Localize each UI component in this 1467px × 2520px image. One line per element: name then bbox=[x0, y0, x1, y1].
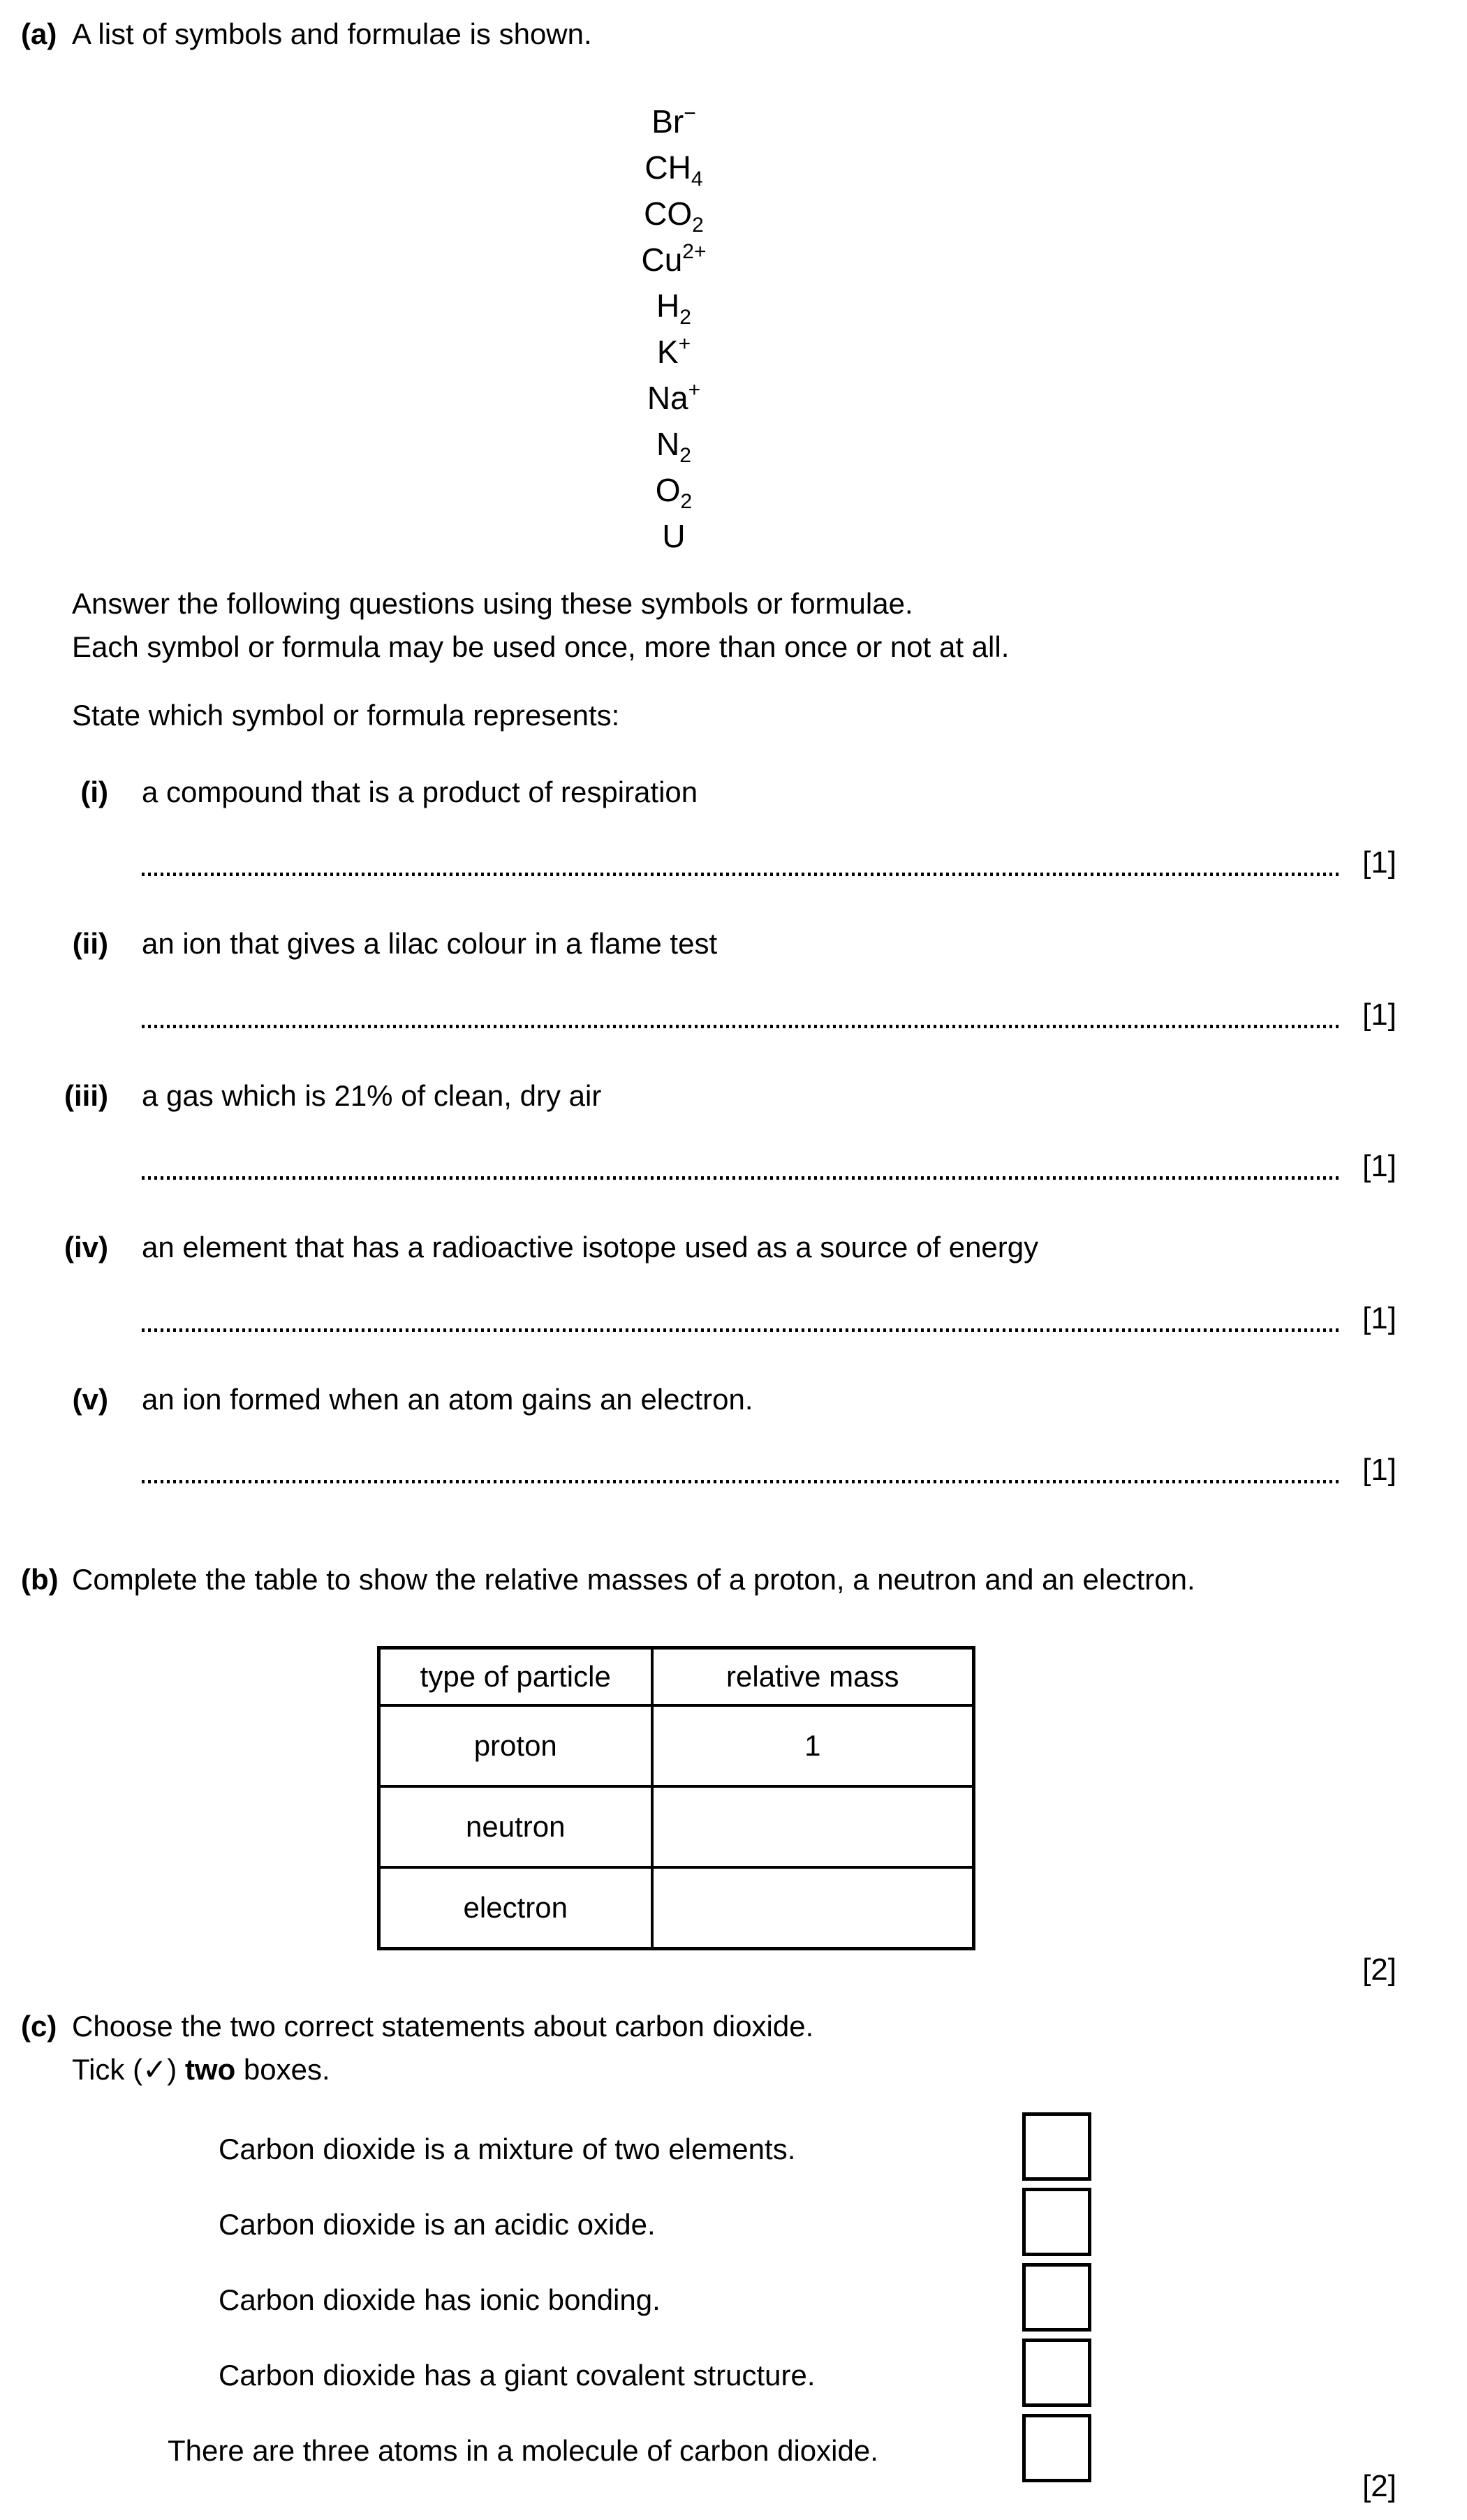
table-row bbox=[379, 1786, 974, 1867]
mass-cell-neutron[interactable] bbox=[652, 1786, 974, 1867]
formula-item: K+ bbox=[656, 332, 691, 370]
marks-question-iii: [1] bbox=[1362, 1149, 1396, 1183]
marks-part-b: [2] bbox=[1362, 1952, 1396, 1987]
table-header-type-of-particle: type of particle bbox=[379, 1648, 652, 1706]
tick-instruction-pre: Tick (✓) bbox=[72, 2053, 185, 2086]
tick-instruction bbox=[72, 2052, 330, 2087]
particle-cell-neutron: neutron bbox=[379, 1786, 652, 1867]
tick-checkbox-2[interactable] bbox=[1022, 2188, 1091, 2256]
question-i-label: (i) bbox=[80, 776, 108, 808]
formula-item: $Cu^{2+}$ bbox=[641, 240, 707, 278]
mass-cell-proton: 1 bbox=[652, 1705, 974, 1786]
marks-question-iv: [1] bbox=[1362, 1301, 1396, 1335]
table-row bbox=[379, 1705, 974, 1786]
tick-checkbox-3[interactable] bbox=[1022, 2263, 1091, 2332]
formula-item: Br− bbox=[651, 102, 696, 140]
tick-instruction-bold: two bbox=[184, 2053, 236, 2086]
tick-checkbox-4[interactable] bbox=[1022, 2339, 1091, 2407]
question-iii-label: (iii) bbox=[64, 1079, 108, 1112]
table-header-relative-mass: relative mass bbox=[652, 1648, 974, 1706]
instruction-line-1: Answer the following questions using these symbols or formulae. bbox=[72, 587, 913, 620]
formula-item: $O_2$ bbox=[655, 472, 693, 513]
question-i-text: a compound that is a product of respiration bbox=[142, 776, 698, 808]
statement-giant-covalent-structure: Carbon dioxide has a giant covalent structure. bbox=[219, 2359, 816, 2392]
question-v-label: (v) bbox=[72, 1383, 108, 1416]
answer-line-iii[interactable] bbox=[142, 1176, 1339, 1180]
statement-acidic-oxide: Carbon dioxide is an acidic oxide. bbox=[219, 2208, 656, 2241]
question-stem: State which symbol or formula represents: bbox=[72, 699, 620, 732]
marks-question-ii: [1] bbox=[1362, 998, 1396, 1032]
formula-item: $CO_2$ bbox=[644, 195, 704, 237]
part-b-label: (b) bbox=[21, 1563, 59, 1596]
question-iii-text: a gas which is 21% of clean, dry air bbox=[142, 1079, 602, 1112]
table-row bbox=[379, 1867, 974, 1949]
question-iv-label: (iv) bbox=[64, 1231, 108, 1263]
instruction-line-2: Each symbol or formula may be used once, more than once or not at all. bbox=[72, 630, 1010, 663]
formula-item: $H_2$ bbox=[656, 288, 691, 329]
formula-item: $CH_4$ bbox=[644, 149, 703, 191]
question-iv-text: an element that has a radioactive isotope used as a source of energy bbox=[142, 1231, 1039, 1263]
tick-checkbox-1[interactable] bbox=[1022, 2112, 1091, 2181]
marks-part-c: [2] bbox=[1362, 2469, 1396, 2503]
answer-line-iv[interactable] bbox=[142, 1328, 1339, 1332]
mass-cell-electron[interactable] bbox=[652, 1867, 974, 1949]
formula-item: $N_2$ bbox=[656, 426, 691, 467]
particle-cell-proton: proton bbox=[379, 1705, 652, 1786]
tick-instruction-post: boxes. bbox=[235, 2053, 330, 2086]
question-ii-label: (ii) bbox=[72, 927, 108, 960]
relative-mass-table bbox=[377, 1646, 975, 1950]
answer-line-v[interactable] bbox=[142, 1480, 1339, 1483]
particle-cell-electron: electron bbox=[379, 1867, 652, 1949]
tick-checkbox-5[interactable] bbox=[1022, 2414, 1091, 2482]
part-c-intro: Choose the two correct statements about carbon dioxide. bbox=[72, 2010, 814, 2043]
marks-question-i: [1] bbox=[1362, 845, 1396, 880]
formula-item: U bbox=[662, 518, 686, 554]
statement-ionic-bonding: Carbon dioxide has ionic bonding. bbox=[219, 2283, 661, 2316]
part-b-intro: Complete the table to show the relative masses of a proton, a neutron and an electron. bbox=[72, 1563, 1195, 1596]
question-v-text: an ion formed when an atom gains an electron. bbox=[142, 1383, 753, 1416]
marks-question-v: [1] bbox=[1362, 1453, 1396, 1487]
part-c-label: (c) bbox=[21, 2010, 57, 2043]
statement-mixture-of-two-elements: Carbon dioxide is a mixture of two elements. bbox=[219, 2133, 796, 2165]
part-a-intro: A list of symbols and formulae is shown. bbox=[72, 17, 592, 50]
formula-list bbox=[534, 91, 813, 554]
formula-item: Na+ bbox=[647, 378, 701, 416]
answer-line-ii[interactable] bbox=[142, 1025, 1339, 1028]
answer-line-i[interactable] bbox=[142, 873, 1339, 876]
question-ii-text: an ion that gives a lilac colour in a flame test bbox=[142, 927, 718, 960]
statement-three-atoms-in-molecule: There are three atoms in a molecule of carbon dioxide. bbox=[168, 2434, 878, 2467]
part-a-label: (a) bbox=[21, 17, 57, 50]
